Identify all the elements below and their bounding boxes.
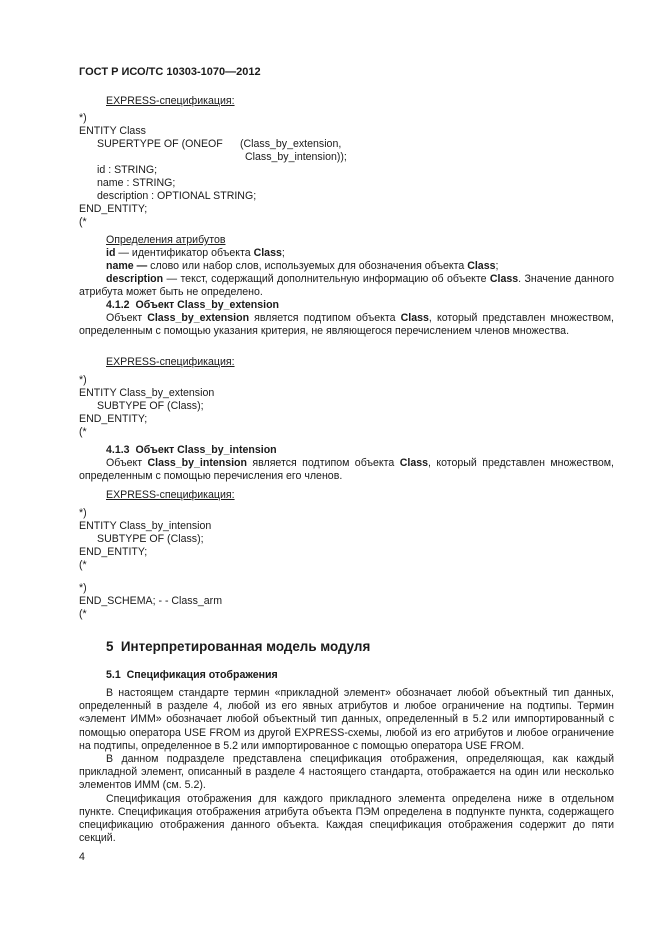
- code-line: END_ENTITY;: [79, 546, 148, 558]
- code-line: END_ENTITY;: [79, 413, 148, 425]
- paragraph-text: Class_by_intension: [147, 457, 247, 469]
- paragraph: [79, 457, 614, 483]
- express-spec-label: EXPRESS-спецификация:: [106, 95, 235, 107]
- code-line: SUBTYPE OF (Class);: [97, 533, 204, 545]
- code-line: SUBTYPE OF (Class);: [97, 400, 204, 412]
- attr-text: слово или набор слов, используемых для обозначения объекта: [147, 260, 468, 272]
- attr-id-definition: [106, 247, 285, 260]
- express-spec-label: EXPRESS-спецификация:: [106, 356, 235, 368]
- paragraph-text: Class: [400, 312, 429, 324]
- paragraph-text: Спецификация отображения для каждого прикладного элемента определена ниже в отдельном пункте. Спецификация отображения атрибута объекта ПЭМ определена в подпункте пункта, содержащего спецификацию отображения данного объекта. Каждая спецификация отображения содержит до пяти секций.: [79, 792, 614, 845]
- code-line: description : OPTIONAL STRING;: [97, 190, 257, 202]
- document-header: ГОСТ Р ИСО/ТС 10303-1070—2012: [79, 66, 261, 78]
- attr-name-definition: [106, 260, 498, 273]
- code-line: (*: [79, 608, 87, 620]
- attr-text: Class: [489, 273, 519, 285]
- paragraph-text: Объект: [106, 457, 148, 469]
- section-heading-4-1-2: 4.1.2 Объект Class_by_extension: [106, 299, 280, 311]
- code-line: *): [79, 507, 87, 519]
- code-line: END_ENTITY;: [79, 203, 148, 215]
- code-line: *): [79, 374, 87, 386]
- attr-description-definition: [79, 273, 614, 299]
- attr-text: ;: [281, 247, 285, 259]
- paragraph-text: В настоящем стандарте термин «прикладной элемент» обозначает любой объектный тип данных, определенный в разделе 4, любой из его явных атрибутов и любое ограничение на подтипы. Термин «элемент ИММ» обозначает любой объектный тип данных, определенный в 5.2 или импортированный с помощью оператора USE FROM из другой EXPRESS-схемы, любой из его атрибутов и любое ограничение на подтипы, определенное в 5.2 или импортированное с помощью оператора USE FROM.: [79, 687, 614, 752]
- code-line: END_SCHEMA; - - Class_arm: [79, 595, 223, 607]
- page-number: 4: [79, 851, 85, 863]
- paragraph-text: В данном подразделе представлена спецификация отображения, определяющая, как каждый прикладной элемент, описанный в разделе 4 настоящего стандарта, отображается на один или несколько элементов ИММ (см. 5.2).: [79, 753, 614, 792]
- section-heading-5: 5 Интерпретированная модель модуля: [106, 639, 371, 654]
- attr-text: — текст, содержащий дополнительную информацию об объекте: [163, 273, 490, 285]
- code-line: ENTITY Class: [79, 125, 146, 137]
- attr-term: name —: [106, 260, 148, 272]
- code-line: *): [79, 112, 87, 124]
- paragraph-text: , который представлен множеством, определенным с помощью указания критерия, не являющегося перечислением членов множества.: [79, 312, 614, 338]
- section-heading-5-1: 5.1 Спецификация отображения: [106, 669, 278, 681]
- attr-text: — идентификатор объекта: [115, 247, 254, 259]
- paragraph-text: является подтипом объекта: [246, 457, 400, 469]
- code-line: (*: [79, 216, 87, 228]
- code-line: (Class_by_extension,: [240, 138, 342, 150]
- paragraph-text: Class_by_extension: [147, 312, 250, 324]
- code-line: Class_by_intension));: [245, 151, 347, 163]
- attr-text: ;: [495, 260, 499, 272]
- attr-text: Class: [253, 247, 282, 259]
- code-line: (*: [79, 559, 87, 571]
- attr-text: Class: [467, 260, 496, 272]
- paragraph-text: Объект: [106, 312, 148, 324]
- code-line: SUPERTYPE OF (ONEOF: [97, 138, 223, 150]
- attr-definitions-title: Определения атрибутов: [106, 234, 226, 246]
- attr-text: . Значение данного атрибута может быть не определено.: [79, 273, 614, 299]
- paragraph: [79, 687, 614, 845]
- paragraph-text: Class: [399, 457, 428, 469]
- attr-term: description: [106, 273, 164, 285]
- code-line: ENTITY Class_by_extension: [79, 387, 215, 399]
- code-line: name : STRING;: [97, 177, 176, 189]
- code-line: ENTITY Class_by_intension: [79, 520, 212, 532]
- code-line: (*: [79, 426, 87, 438]
- code-line: *): [79, 582, 87, 594]
- paragraph-text: , который представлен множеством, определенным с помощью перечисления его членов.: [79, 457, 614, 483]
- express-spec-label: EXPRESS-спецификация:: [106, 489, 235, 501]
- paragraph-text: является подтипом объекта: [249, 312, 401, 324]
- code-line: id : STRING;: [97, 164, 158, 176]
- paragraph: [79, 312, 614, 338]
- attr-term: id: [106, 247, 116, 259]
- section-heading-4-1-3: 4.1.3 Объект Class_by_intension: [106, 444, 277, 456]
